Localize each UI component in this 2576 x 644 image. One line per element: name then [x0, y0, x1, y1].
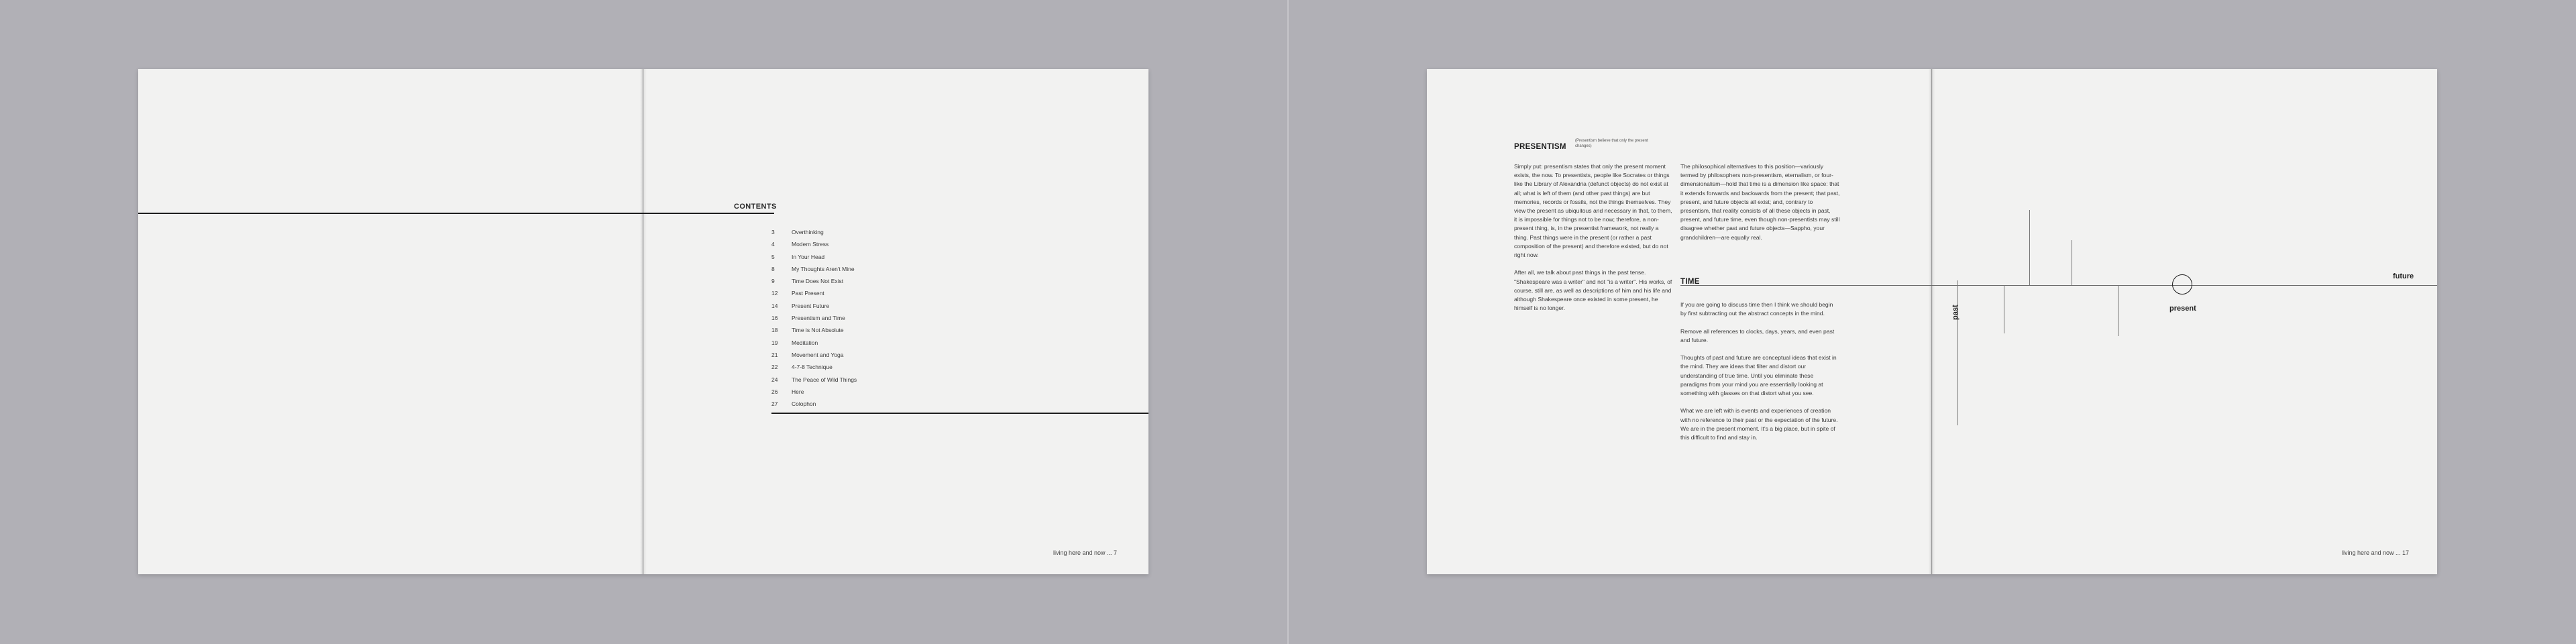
toc-entry	[771, 361, 906, 373]
toc-entry	[771, 398, 906, 410]
time-title: TIME	[1680, 278, 1700, 286]
alternatives-body-column	[1680, 162, 1841, 242]
contents-heading: CONTENTS	[734, 203, 777, 211]
toc-page-number: 21	[771, 351, 778, 358]
presentism-spread	[1427, 69, 2437, 574]
toc-entry-title: Modern Stress	[792, 241, 829, 248]
toc-entry	[771, 263, 906, 275]
toc-page-number: 5	[771, 253, 775, 260]
toc-entry	[771, 226, 906, 238]
toc-entry	[771, 349, 906, 361]
page-edge	[1931, 69, 1932, 574]
timeline-tick	[1957, 280, 1958, 425]
timeline-present-label: present	[2169, 305, 2196, 313]
book-gutter	[640, 69, 647, 574]
toc-page-number: 4	[771, 241, 775, 248]
toc-entry-title: 4-7-8 Technique	[792, 364, 833, 371]
timeline-past-label: past	[1951, 305, 1960, 320]
toc-page-number: 16	[771, 315, 778, 322]
toc-entry-title: Present Future	[792, 302, 830, 309]
contents-top-rule	[138, 213, 774, 214]
contents-spread	[138, 69, 1148, 574]
toc-entry-title: Here	[792, 388, 804, 395]
toc-entry-title: Colophon	[792, 400, 816, 408]
toc-page-number: 8	[771, 265, 775, 272]
toc-entry	[771, 251, 906, 263]
toc-entry-title: Presentism and Time	[792, 315, 845, 322]
toc-page-number: 19	[771, 339, 778, 346]
page-footer: living here and now ... 17	[2342, 549, 2410, 556]
book-gutter	[1929, 69, 1935, 574]
toc-entry-title: Meditation	[792, 339, 818, 346]
toc-entry	[771, 374, 906, 386]
toc-entry-title: Time is Not Absolute	[792, 327, 844, 334]
toc-entry	[771, 238, 906, 250]
body-paragraph: The philosophical alternatives to this position—variously termed by philosophers non-presentism, eternalism, or four-dimensionalism—hold that time is a dimension like space: that it extends forwards and backwards from the present; that past, present, and future objects all exist; and, contrary to presentism, that reality consists of all these objects in past, present, and future time, even though non-presentists may still disagree whether past and future objects—Sappho, your grandchildren—are equally real.	[1680, 163, 1840, 241]
timeline-future-label: future	[2393, 272, 2414, 280]
toc-entry	[771, 386, 906, 398]
body-paragraph: Thoughts of past and future are conceptual ideas that exist in the mind. They are ideas that filter and distort our understanding of true time. Until you eliminate these paradigms from your mind you are essentially looking at something with glasses on that distort what you see.	[1680, 354, 1837, 396]
toc-page-number: 22	[771, 364, 778, 371]
toc-page-number: 24	[771, 376, 778, 383]
toc-page-number: 27	[771, 400, 778, 408]
contents-bottom-rule	[771, 413, 1148, 414]
toc-page-number: 26	[771, 388, 778, 395]
toc-entry	[771, 337, 906, 349]
toc-entry-title: The Peace of Wild Things	[792, 376, 857, 383]
body-paragraph: What we are left with is events and experiences of creation with no reference to their past or the expectation of the future. We are in the present moment. It's a big place, but in spite of this difficult to find and stay in.	[1680, 407, 1838, 441]
toc-entry-title: Overthinking	[792, 229, 824, 235]
presentism-note: (Presentism believe that only the present changes)	[1575, 139, 1648, 148]
toc-page-number: 18	[771, 327, 778, 334]
left-mockup-panel	[0, 0, 1287, 644]
toc-entry-title: My Thoughts Aren't Mine	[792, 265, 855, 272]
toc-page-number: 14	[771, 302, 778, 309]
page-footer: living here and now ... 7	[1053, 549, 1118, 556]
toc-page-number: 3	[771, 229, 775, 235]
toc-entry	[771, 287, 906, 299]
toc-entry	[771, 324, 906, 336]
toc-entry-title: In Your Head	[792, 253, 825, 260]
body-paragraph: If you are going to discuss time then I think we should begin by first subtracting out the abstract concepts in the mind.	[1680, 301, 1833, 317]
contents-list	[771, 226, 906, 410]
toc-entry-title: Movement and Yoga	[792, 351, 844, 358]
toc-page-number: 9	[771, 278, 775, 285]
timeline-tick	[2029, 210, 2030, 285]
time-body-column	[1680, 301, 1840, 451]
timeline-axis	[1680, 285, 2437, 286]
toc-entry	[771, 312, 906, 324]
right-mockup-panel	[1289, 0, 2576, 644]
present-marker-circle	[2172, 274, 2192, 294]
presentism-title: PRESENTISM	[1514, 143, 1566, 151]
body-paragraph: After all, we talk about past things in the past tense. "Shakespeare was a writer" and not "is a writer". His works, of course, still are, as well as descriptions of him and his life and although Shakespeare once existed in some present, he himself is no longer.	[1514, 269, 1672, 312]
presentism-body-column	[1514, 162, 1674, 322]
toc-entry-title: Past Present	[792, 290, 824, 297]
toc-entry-title: Time Does Not Exist	[792, 278, 844, 285]
body-paragraph: Simply put: presentism states that only the present moment exists, the now. To presentists, people like Socrates or things like the Library of Alexandria (defunct objects) do not exist at all; what is left of them (and other past things) are but memories, records or fossils, not the things themselves. They view the present as ubiquitous and necessary in that, to them, it is impossible for things not to be now; therefore, a non-present thing, is, in the presentist framework, not really a thing. Past things were in the present (or rather a past composition of the present) and therefore existed, but do not right now.	[1514, 163, 1672, 259]
toc-entry	[771, 275, 906, 287]
body-paragraph: Remove all references to clocks, days, years, and even past and future.	[1680, 327, 1835, 343]
toc-page-number: 12	[771, 290, 778, 297]
toc-entry	[771, 300, 906, 312]
